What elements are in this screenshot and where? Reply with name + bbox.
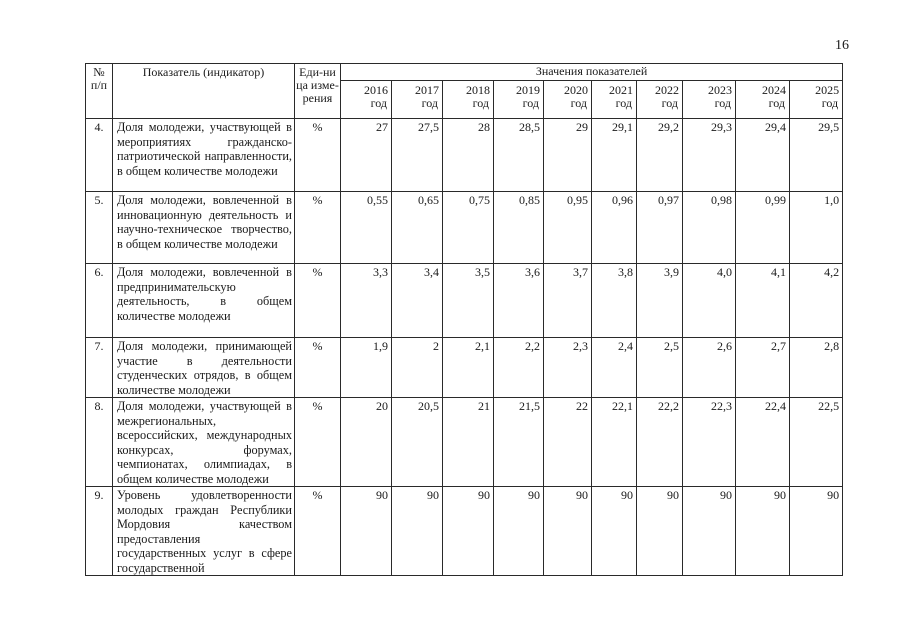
indicator-text: Доля молодежи, вовлеченной в предпринимательскую деятельность, в общем количестве молодежи — [113, 264, 295, 338]
header-year-label: 2019 — [516, 83, 540, 97]
value-cell: 0,85 — [494, 192, 544, 264]
indicator-text: Доля молодежи, участвующей в межрегиональных, всероссийских, международных конкурсах, форумах, чемпионатах, олимпиадах, в общем количестве молодежи — [113, 398, 295, 487]
value-cell: 0,95 — [544, 192, 592, 264]
table-row — [86, 192, 843, 264]
value-cell: 29,3 — [683, 119, 736, 192]
row-number: 4. — [86, 119, 113, 192]
value-cell: 20,5 — [392, 398, 443, 487]
value-cell: 1,0 — [790, 192, 843, 264]
indicator-text: Уровень удовлетворенности молодых граждан Республики Мордовия качеством предоставления государственных услуг в сфере государственной — [113, 487, 295, 576]
value-cell: 90 — [592, 487, 637, 576]
value-cell: 90 — [443, 487, 494, 576]
header-year-suffix: год — [768, 96, 785, 110]
header-year-suffix: год — [421, 96, 438, 110]
header-year-2020 — [544, 81, 592, 119]
row-number: 6. — [86, 264, 113, 338]
header-num: № п/п — [86, 64, 113, 119]
value-cell: 22,4 — [736, 398, 790, 487]
value-cell: 29,1 — [592, 119, 637, 192]
value-cell: 0,75 — [443, 192, 494, 264]
value-cell: 2,2 — [494, 338, 544, 398]
header-year-suffix: год — [370, 96, 387, 110]
value-cell: 3,7 — [544, 264, 592, 338]
header-year-2016 — [341, 81, 392, 119]
header-values: Значения показателей — [341, 64, 843, 81]
value-cell: 27 — [341, 119, 392, 192]
value-cell: 2 — [392, 338, 443, 398]
header-year-label: 2020 — [564, 83, 588, 97]
value-cell: 3,4 — [392, 264, 443, 338]
unit-cell: % — [295, 264, 341, 338]
header-indicator: Показатель (индикатор) — [113, 64, 295, 119]
value-cell: 2,1 — [443, 338, 494, 398]
header-year-label: 2024 — [762, 83, 786, 97]
value-cell: 4,2 — [790, 264, 843, 338]
value-cell: 22,5 — [790, 398, 843, 487]
value-cell: 2,7 — [736, 338, 790, 398]
header-year-2024 — [736, 81, 790, 119]
header-year-2022 — [637, 81, 683, 119]
header-year-label: 2017 — [415, 83, 439, 97]
value-cell: 22,2 — [637, 398, 683, 487]
table-row — [86, 119, 843, 192]
header-year-suffix: год — [570, 96, 587, 110]
value-cell: 2,3 — [544, 338, 592, 398]
row-number: 7. — [86, 338, 113, 398]
indicator-text: Доля молодежи, участвующей в мероприятиях гражданско-патриотической направленности, в общем количестве молодежи — [113, 119, 295, 192]
value-cell: 90 — [683, 487, 736, 576]
header-year-2018 — [443, 81, 494, 119]
value-cell: 29,2 — [637, 119, 683, 192]
indicator-text: Доля молодежи, вовлеченной в инновационную деятельность и научно-техническое творчество, в общем количестве молодежи — [113, 192, 295, 264]
row-number: 5. — [86, 192, 113, 264]
value-cell: 0,97 — [637, 192, 683, 264]
header-year-2017 — [392, 81, 443, 119]
value-cell: 0,96 — [592, 192, 637, 264]
value-cell: 3,8 — [592, 264, 637, 338]
value-cell: 2,5 — [637, 338, 683, 398]
value-cell: 1,9 — [341, 338, 392, 398]
table-row — [86, 338, 843, 398]
indicators-table — [85, 63, 843, 576]
header-year-suffix: год — [821, 96, 839, 110]
value-cell: 29,5 — [790, 119, 843, 192]
header-year-suffix: год — [472, 96, 489, 110]
header-year-2025 — [790, 81, 843, 119]
value-cell: 90 — [637, 487, 683, 576]
value-cell: 22,1 — [592, 398, 637, 487]
value-cell: 4,1 — [736, 264, 790, 338]
header-year-suffix: год — [522, 96, 539, 110]
value-cell: 22,3 — [683, 398, 736, 487]
value-cell: 90 — [341, 487, 392, 576]
table-row — [86, 398, 843, 487]
value-cell: 90 — [392, 487, 443, 576]
header-year-label: 2022 — [655, 83, 679, 97]
table-row — [86, 487, 843, 576]
indicator-text: Доля молодежи, принимающей участие в деятельности студенческих отрядов, в общем количестве молодежи — [113, 338, 295, 398]
value-cell: 0,99 — [736, 192, 790, 264]
value-cell: 20 — [341, 398, 392, 487]
header-year-2019 — [494, 81, 544, 119]
value-cell: 22 — [544, 398, 592, 487]
value-cell: 90 — [544, 487, 592, 576]
value-cell: 0,65 — [392, 192, 443, 264]
value-cell: 27,5 — [392, 119, 443, 192]
value-cell: 3,9 — [637, 264, 683, 338]
value-cell: 21,5 — [494, 398, 544, 487]
value-cell: 29,4 — [736, 119, 790, 192]
value-cell: 3,6 — [494, 264, 544, 338]
unit-cell: % — [295, 119, 341, 192]
table-row — [86, 264, 843, 338]
value-cell: 3,3 — [341, 264, 392, 338]
value-cell: 4,0 — [683, 264, 736, 338]
value-cell: 28,5 — [494, 119, 544, 192]
value-cell: 90 — [494, 487, 544, 576]
header-year-suffix: год — [661, 96, 678, 110]
value-cell: 90 — [736, 487, 790, 576]
row-number: 8. — [86, 398, 113, 487]
unit-cell: % — [295, 487, 341, 576]
header-year-suffix: год — [615, 96, 632, 110]
value-cell: 21 — [443, 398, 494, 487]
header-year-label: 2016 — [364, 83, 388, 97]
value-cell: 29 — [544, 119, 592, 192]
page-number: 16 — [835, 38, 849, 53]
value-cell: 2,4 — [592, 338, 637, 398]
value-cell: 2,6 — [683, 338, 736, 398]
unit-cell: % — [295, 192, 341, 264]
unit-cell: % — [295, 338, 341, 398]
value-cell: 0,98 — [683, 192, 736, 264]
unit-cell: % — [295, 398, 341, 487]
row-number: 9. — [86, 487, 113, 576]
header-year-2023 — [683, 81, 736, 119]
value-cell: 28 — [443, 119, 494, 192]
header-year-label: 2025 — [815, 83, 840, 97]
value-cell: 2,8 — [790, 338, 843, 398]
header-year-2021 — [592, 81, 637, 119]
header-year-suffix: год — [714, 96, 731, 110]
header-year-label: 2021 — [609, 83, 633, 97]
value-cell: 3,5 — [443, 264, 494, 338]
header-unit: Еди-ница изме-рения — [295, 64, 341, 119]
header-year-label: 2023 — [708, 83, 732, 97]
value-cell: 0,55 — [341, 192, 392, 264]
header-year-label: 2018 — [466, 83, 490, 97]
value-cell: 90 — [790, 487, 843, 576]
